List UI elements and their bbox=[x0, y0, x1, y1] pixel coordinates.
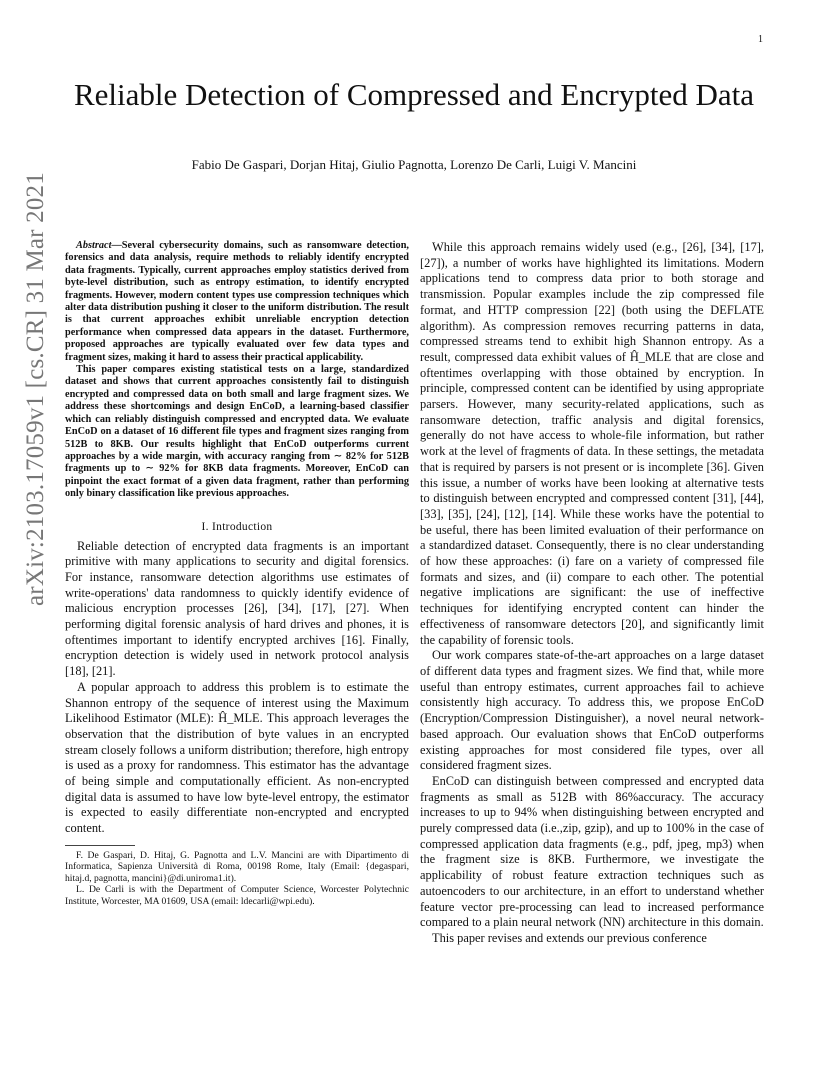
body-paragraph: Our work compares state-of-the-art approaches on a large dataset of different data types and fragment sizes. We find that, while more useful than entropy estimates, current approaches fail to achieve consistently high accuracy. To address this, we propose EnCoD (Encryption/Compression Distinguisher), a novel neural network-based approach. Our evaluation shows that EnCoD outperforms existing approaches for most considered file types, over all considered fragment sizes. bbox=[420, 648, 764, 773]
body-paragraph: EnCoD can distinguish between compressed and encrypted data fragments as small as 512B with 86%accuracy. The accuracy increases to up to 94% when distinguishing between encrypted and purely compressed data (i.e.,zip, gzip), and up to 100% in the case of compressed application data fragments (e.g., pdf, jpeg, mp3) when the fragment size is 8KB. Furthermore, we investigate the applicability of robust feature extraction techniques such as autoencoders to our architecture, in an effort to understand whether feature vector pre-processing can lead to increased performance compared to a plain neural network (NN) architecture in this domain. bbox=[420, 773, 764, 930]
author-list: Fabio De Gaspari, Dorjan Hitaj, Giulio Pagnotta, Lorenzo De Carli, Luigi V. Mancini bbox=[191, 157, 637, 172]
introduction-left bbox=[65, 539, 409, 837]
paper-title: Reliable Detection of Compressed and Encrypted Data bbox=[73, 77, 755, 112]
arxiv-identifier: arXiv:2103.17059v1 [cs.CR] 31 Mar 2021 bbox=[22, 172, 49, 606]
body-paragraph: This paper revises and extends our previous conference bbox=[432, 930, 707, 945]
page-number: 1 bbox=[758, 34, 763, 45]
footnote: L. De Carli is with the Department of Computer Science, Worcester Polytechnic Institute, Worcester, MA 01609, USA (email: ldecarli@wpi.edu). bbox=[65, 884, 409, 907]
body-paragraph: While this approach remains widely used (e.g., [26], [34], [17], [27]), a number of works have highlighted its limitations. Modern applications tend to compress data prior to both storage and transmission. Popular examples include the zip compressed file format, and HTTP compression [22] (both using the DEFLATE algorithm). As compression removes recurring patterns in data, compressed streams tend to exhibit high Shannon entropy. As a result, compressed data exhibit values of Ĥ_MLE that are close and oftentimes overlapping with those obtained by encryption. In principle, compressed content can be identified by using appropriate parsers. However, many security-related applications, such as ransomware detection, traffic analysis and digital forensics, generally do not have access to whole-file information, but rather work at the level of fragments of data. In these settings, the metadata that is required by parsers is not present or is incomplete [36]. Given this issue, a number of works have been looking at alternative tests to distinguish between encrypted and compressed content [31], [44], [33], [35], [24], [12], [14]. While these works have the potential to be useful, there has been limited evaluation of their performance on a standardized dataset. Consequently, there is no clear understanding of how these approaches: (i) fare on a variety of compressed file formats and sizes, and (ii) compare to each other. The potential negative implications are significant: the use of ineffective techniques for identifying encrypted content can hinder the effectiveness of ransomware detectors [20], and significantly limit the capability of forensic tools. bbox=[420, 240, 764, 647]
footnote: F. De Gaspari, D. Hitaj, G. Pagnotta and L.V. Mancini are with Dipartimento di Informatica, Sapienza Università di Roma, 00198 Rome, Italy (Email: {degaspari, hitaj.d, pagnotta, mancini}@di.uniroma1.it). bbox=[65, 849, 409, 884]
body-paragraph: Reliable detection of encrypted data fragments is an important primitive with many applications to security and digital forensics. For instance, ransomware detection algorithms use estimates of write-operations' data randomness to quickly identify evidence of malicious encryption processes [26], [34], [17], [27]. When performing digital forensic analysis of hard drives and phones, it is oftentimes important to identify encrypted archives [16]. Finally, encryption detection is widely used in network protocol analysis [18], [21]. bbox=[65, 538, 409, 679]
footnotes bbox=[65, 845, 409, 907]
abstract bbox=[65, 240, 409, 501]
section-heading: I. Introduction bbox=[201, 520, 273, 533]
body-paragraph: A popular approach to address this problem is to estimate the Shannon entropy of the sequence of interest using the Maximum Likelihood Estimator (MLE): Ĥ_MLE. This approach leverages the observation that the distribution of byte values in an encrypted stream closely follows a uniform distribution; therefore, high entropy is used as a proxy for randomness. This estimator has the advantage of being simple and computationally efficient. As non-encrypted digital data is assumed to have low byte-level entropy, the estimator is expected to easily differentiate non-encrypted and encrypted content. bbox=[65, 679, 409, 836]
left-column bbox=[65, 240, 409, 907]
abstract-paragraph-2: This paper compares existing statistical tests on a large, standardized dataset and shows that current approaches consistently fail to distinguish encrypted and compressed data on both small and large fragment sizes. We address these shortcomings and design EnCoD, a learning-based classifier which can reliably distinguish compressed and encrypted data. We evaluate EnCoD on a dataset of 16 different file types and fragment sizes ranging from 512B to 8KB. Our results highlight that EnCoD outperforms current approaches by a wide margin, with accuracy ranging from ∼ 82% for 512B fragments up to ∼ 92% for 8KB data fragments. Moreover, EnCoD can pinpoint the exact format of a given data fragment, rather than performing only binary classification like previous approaches. bbox=[65, 364, 409, 500]
abstract-label: Abstract bbox=[76, 240, 112, 251]
right-column bbox=[420, 240, 764, 947]
abstract-paragraph-1: Abstract—Several cybersecurity domains, such as ransomware detection, forensics and data analysis, require methods to reliably identify encrypted data fragments. Typically, current approaches employ statistics derived from byte-level distribution, such as entropy estimation, to identify encrypted fragments. However, modern content types use compression techniques which alter data distribution pushing it closer to the uniform distribution. The result is that current approaches exhibit unreliable encryption detection performance when compressed data appears in the dataset. Furthermore, proposed approaches are typically evaluated over few data types and fragment sizes, making it hard to assess their practical applicability. bbox=[65, 240, 409, 363]
footnote-rule bbox=[65, 845, 135, 846]
